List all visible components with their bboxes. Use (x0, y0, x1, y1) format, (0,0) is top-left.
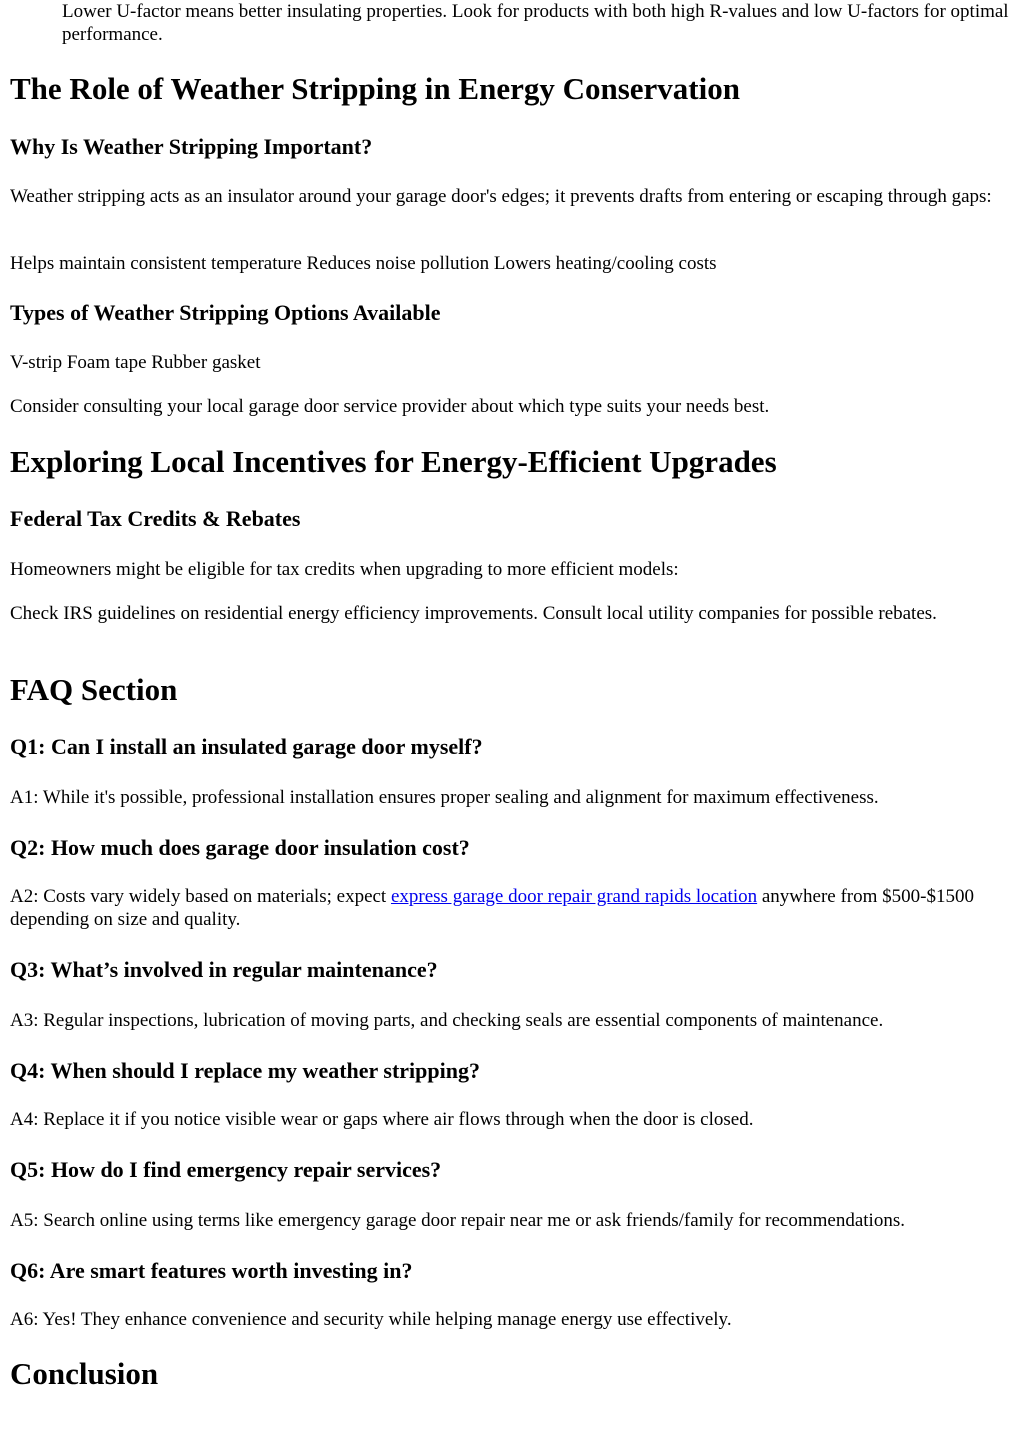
incentives-heading: Exploring Local Incentives for Energy-Efficient Upgrades (10, 444, 777, 479)
faq-answer-text: anywhere from $500-$1500 depending on size and quality. (10, 886, 974, 930)
faq-answer: A5: Search online using terms like emergency garage door repair near me or ask friends/family for recommendations. (10, 1210, 905, 1231)
why-weather-stripping-paragraph: Weather stripping acts as an insulator around your garage door's edges; it prevents drafts from entering or escaping through gaps: (10, 186, 992, 207)
tax-credits-paragraph: Homeowners might be eligible for tax credits when upgrading to more efficient models: (10, 559, 679, 580)
faq-question: Q4: When should I replace my weather stripping? (10, 1058, 480, 1083)
faq-question: Q1: Can I install an insulated garage door myself? (10, 734, 483, 759)
repair-location-link[interactable]: express garage door repair grand rapids location (390, 886, 758, 907)
weather-stripping-types-list: V-strip Foam tape Rubber gasket (10, 352, 261, 373)
faq-question: Q2: How much does garage door insulation cost? (10, 835, 470, 860)
faq-question: Q5: How do I find emergency repair services? (10, 1157, 442, 1182)
intro-paragraph: Lower U-factor means better insulating properties. Look for products with both high R-values and low U-factors for optimal performance. (62, 1, 1009, 45)
weather-stripping-heading: The Role of Weather Stripping in Energy Conservation (10, 71, 740, 106)
faq-answer: A6: Yes! They enhance convenience and security while helping manage energy use effectively. (10, 1309, 732, 1330)
faq-answer: A1: While it's possible, professional installation ensures proper sealing and alignment for maximum effectiveness. (10, 787, 879, 808)
tax-credits-heading: Federal Tax Credits & Rebates (10, 506, 301, 531)
weather-stripping-types-heading: Types of Weather Stripping Options Available (10, 300, 441, 325)
faq-answer: A3: Regular inspections, lubrication of moving parts, and checking seals are essential components of maintenance. (10, 1010, 884, 1031)
weather-stripping-benefits-list: Helps maintain consistent temperature Reduces noise pollution Lowers heating/cooling costs (10, 253, 717, 274)
faq-heading: FAQ Section (10, 672, 178, 707)
faq-answer (10, 885, 1010, 931)
faq-question: Q3: What’s involved in regular maintenance? (10, 957, 438, 982)
weather-stripping-types-paragraph: Consider consulting your local garage door service provider about which type suits your needs best. (10, 396, 770, 417)
faq-answer: A4: Replace it if you notice visible wear or gaps where air flows through when the door is closed. (10, 1109, 754, 1130)
faq-answer-text: A2: Costs vary widely based on materials; expect (10, 886, 391, 907)
faq-question: Q6: Are smart features worth investing in? (10, 1258, 413, 1283)
conclusion-heading: Conclusion (10, 1356, 159, 1391)
tax-credits-list: Check IRS guidelines on residential energy efficiency improvements. Consult local utility companies for possible rebates. (10, 603, 937, 624)
why-weather-stripping-heading: Why Is Weather Stripping Important? (10, 134, 373, 159)
